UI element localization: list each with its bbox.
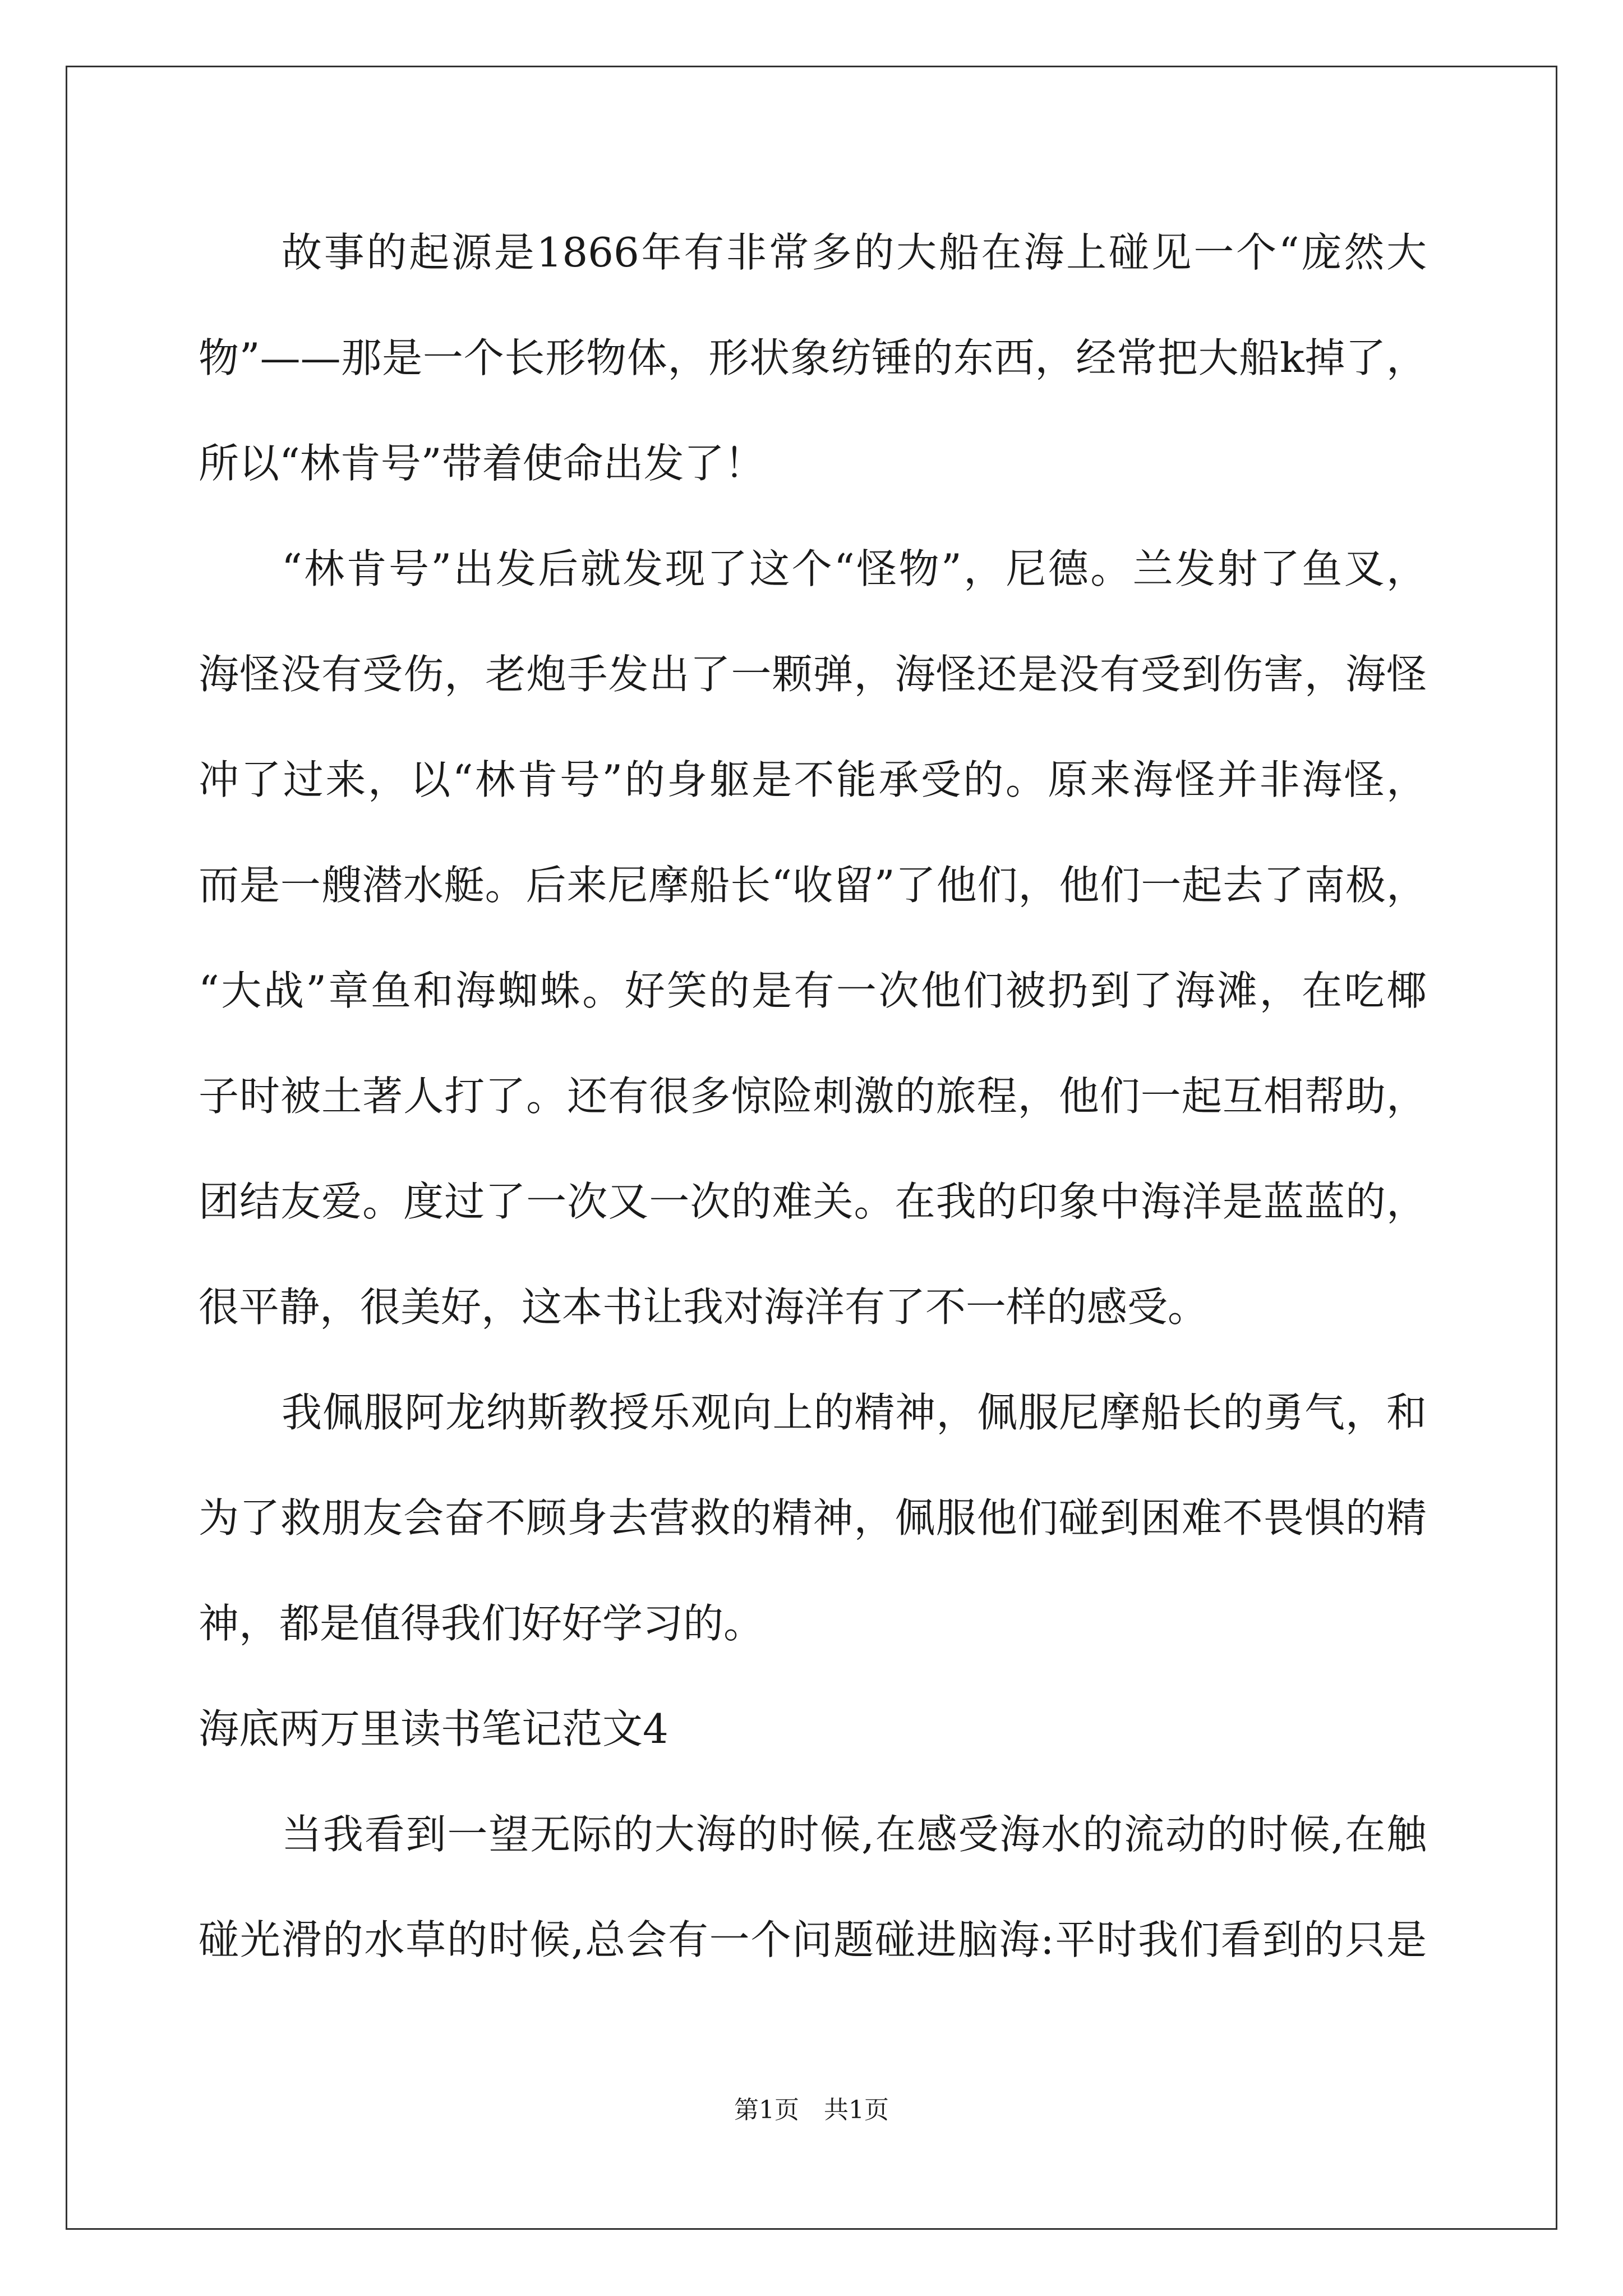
document-body	[199, 222, 1427, 2014]
text-line: 海怪没有受伤，老炮手发出了一颗弹，海怪还是没有受到伤害，海怪	[199, 651, 1427, 698]
text-line: 物”——那是一个长形物体，形状象纺锤的东西，经常把大船k掉了，	[199, 334, 1427, 381]
text-line: “大战”章鱼和海蜘蛛。好笑的是有一次他们被扔到了海滩，在吃椰	[199, 967, 1427, 1014]
text-line: 冲了过来，以“林肯号”的身躯是不能承受的。原来海怪并非海怪，	[199, 756, 1427, 803]
text-line: 很平静，很美好，这本书让我对海洋有了不一样的感受。	[199, 1283, 1209, 1331]
page-footer: 第1页 共1页	[734, 2096, 889, 2124]
text-line: 而是一艘潜水艇。后来尼摩船长“收留”了他们，他们一起去了南极，	[199, 862, 1427, 909]
text-line: 神，都是值得我们好好学习的。	[199, 1600, 764, 1647]
section-heading: 海底两万里读书笔记范文4	[199, 1705, 668, 1752]
text-line: 碰光滑的水草的时候,总会有一个问题碰进脑海:平时我们看到的只是	[199, 1916, 1427, 1963]
text-line: 为了救朋友会奋不顾身去营救的精神，佩服他们碰到困难不畏惧的精	[199, 1494, 1427, 1542]
text-line: 当我看到一望无际的大海的时候,在感受海水的流动的时候,在触	[282, 1811, 1427, 1858]
text-line: 团结友爱。度过了一次又一次的难关。在我的印象中海洋是蓝蓝的，	[199, 1178, 1427, 1225]
text-line: 我佩服阿龙纳斯教授乐观向上的精神，佩服尼摩船长的勇气，和	[282, 1389, 1427, 1436]
text-line: “林肯号”出发后就发现了这个“怪物”，尼德。兰发射了鱼叉，	[282, 545, 1427, 592]
text-line: 故事的起源是1866年有非常多的大船在海上碰见一个“庞然大	[282, 229, 1427, 276]
text-line: 子时被土著人打了。还有很多惊险刺激的旅程，他们一起互相帮助，	[199, 1073, 1427, 1120]
text-line: 所以“林肯号”带着使命出发了！	[199, 440, 765, 487]
